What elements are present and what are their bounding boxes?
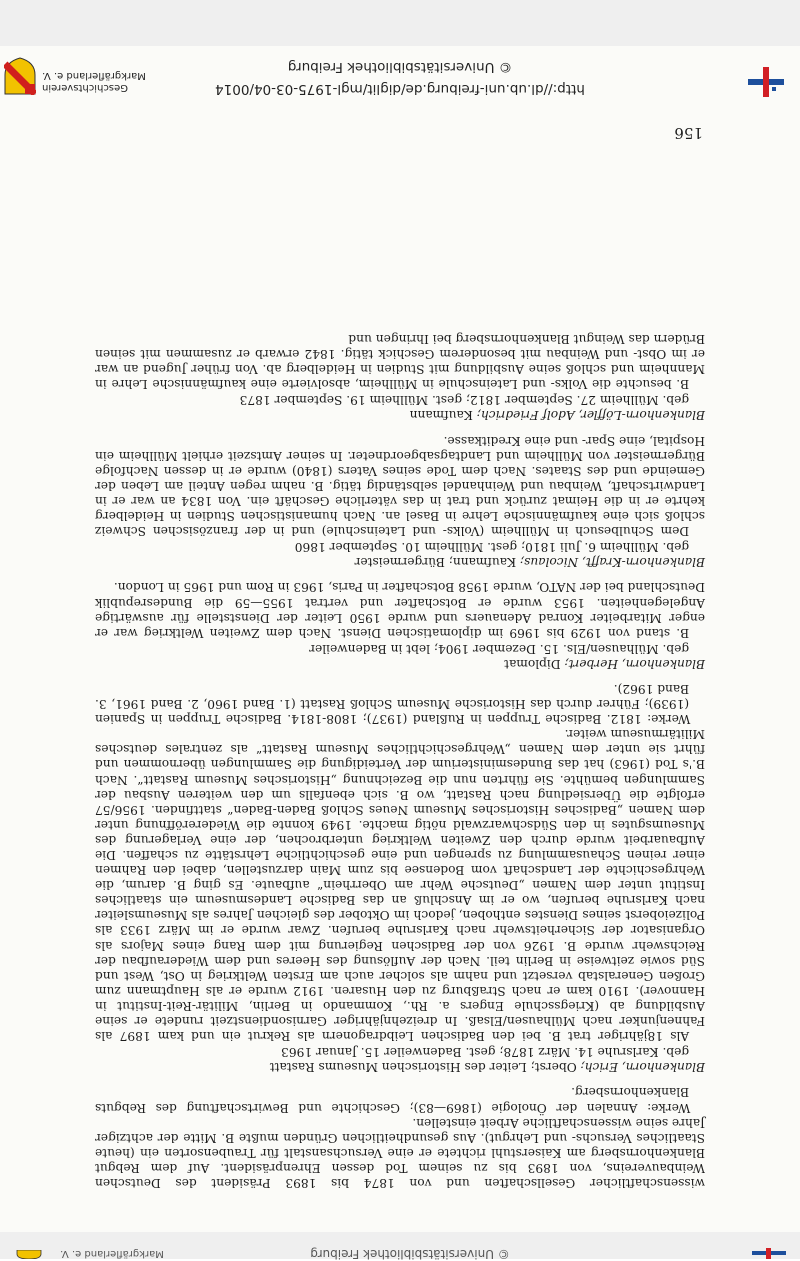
entry-name: Blankenhorn, Erich; bbox=[580, 1060, 705, 1075]
entry-paragraph: B. besuchte die Volks- und Lateinschule in Müllheim, absolvierte eine kaufmännische Lehre in Mannheim und schloß seine Ausbildung mit Studien in Heidelberg ab. Von früher Jugend an war er im Obst- und Weinbau mit besonderem Geschick tätig. 1842 erwarb er zusammen mit seinen Brüdern das Weingut Blankenhornsberg bei Ihringen und bbox=[95, 332, 705, 392]
entry-heading bbox=[95, 1059, 705, 1074]
next-page-society-fragment: Markgräflerland e. V. bbox=[60, 1248, 164, 1259]
entry-heading bbox=[95, 656, 705, 671]
entry-name: Blankenhorn, Herbert; bbox=[564, 656, 705, 671]
entry-paragraph: Dem Schulbesuch in Müllheim (Volks- und Lateinschule) und in der französischen Schweiz schloß sich eine kaufmännische Lehre in Basel an. Nach humanistischen Studien in Heidelberg kehrte er in die Heimat zurück und trat in das väterliche Geschäft ein. Von 1834 an war er in Landwirtschaft, Weinbau und Weinhandel selbständig tätig. B. nahm regen Anteil am Leben der Gemeinde und des Staates. Nach dem Tode seines Vaters (1840) wurde er in dessen Nachfolge Bürgermeister von Müllheim und Landtagsabgeordneter. In seiner Amtszeit erhielt Müllheim ein Hospital, eine Spar- und eine Kreditkasse. bbox=[95, 433, 705, 539]
next-page-crest-icon bbox=[16, 1250, 42, 1259]
viewer-top-bar bbox=[0, 0, 800, 46]
entry-works: Werke: 1812. Badische Truppen in Rußland (1937); 1808-1814. Badische Truppen in Spanien (1939); Führer durch das Historische Museum Schloß Rastatt (1. Band 1960, 2. Band 1961, 3. Band 1962). bbox=[95, 682, 691, 727]
footer-copyright: © Universitätsbibliothek Freiburg bbox=[287, 59, 513, 75]
entry-life-dates: geb. Müllheim 6. Juli 1810; gest. Müllheim 10. September 1860 bbox=[294, 540, 690, 555]
entry-heading bbox=[95, 554, 705, 569]
entry-life-dates: geb. Mülhausen/Els. 15. Dezember 1904; lebt in Badenweiler bbox=[309, 641, 690, 656]
entry-life-dates: geb. Karlsruhe 14. März 1878; gest. Badenweiler 15. Januar 1963 bbox=[281, 1045, 690, 1060]
scanned-page bbox=[0, 46, 800, 1232]
page-number: 156 bbox=[674, 124, 703, 142]
intro-paragraph: wissenschaftlicher Gesellschaften und von 1874 bis 1893 Präsident des Deutschen Weinbauvereins, von 1893 bis zu seinem Tod dessen Ehrenpräsident. Auf dem Rebgut Blankenhornsberg am Kaiserstuhl richtete er eine Versuchsanstalt für Traubensorten ein (heute Staatliches Versuchs- und Lehrgut). Aus gesundheitlichen Gründen mußte B. Mitte der achtziger Jahre seine wissenschaftliche Arbeit einstellen. bbox=[95, 1115, 705, 1190]
entry-life-dates: geb. Müllheim 27. September 1812; gest. Müllheim 19. September 1873 bbox=[239, 393, 690, 408]
entry-paragraph: Als 18jähriger trat B. bei den Badischen Leibdragonern als Rekrut ein und kam 1897 als Fahnenjunker nach Mülhausen/Elsaß. In dreizehnjähriger Garnisondienstzeit rundete er seine Ausbildung ab (Kriegsschule Engers a. Rh., Kommando in Berlin, Militär-Reit-Institut in Hannover). 1910 kam er nach Straßburg zu den Husaren. 1912 wurde er als Hauptmann zum Großen Generalstab versetzt und nahm als solcher auch am Ersten Weltkrieg in Ost, West und Süd sowie zeitweise in Berlin teil. Nach der Auflösung des Heeres und dem Wiederaufbau der Reichswehr wurde B. 1926 von der Badischen Regierung mit dem Rang eines Majors als Organisator der Sicherheitswehr nach Karlsruhe berufen. Zwar wurde er im März 1933 als Polizeioberst seines Dienstes enthoben, jedoch im Oktober des gleichen Jahres als Museumsleiter nach Karlsruhe berufen, wo er im Anschluß an das Badische Landesmuseum ein staatliches Institut unter dem Namen „Deutsche Wehr am Oberrhein“ aufbaute. Es ging B. darum, die Wehrgeschichte der Landschaft vom Bodensee bis zum Main darzustellen, dabei den Rahmen einer reinen Schausammlung zu sprengen und eine geschichtliche Lehrstätte zu schaffen. Die Aufbauarbeit wurde durch den Zweiten Weltkrieg unterbrochen, der eine Verlagerung des Museumsgutes in den Südschwarzwald nötig machte. 1949 konnte die Wiedereröffnung unter dem Namen „Badisches Historisches Museum Neues Schloß Baden-Baden“ stattfinden. 1956/57 erfolgte die Übersiedlung nach Rastatt, wo B. sich ebenfalls um den weiteren Ausbau der Sammlungen bemühte. Sie führten nun die Bezeichnung „Historisches Museum Rastatt“. Nach B.'s Tod (1963) hat das Bundesministerium der Verteidigung die Sammlungen übernommen und führt sie unter dem Namen „Wehrgeschichtliches Museum Rastatt“ als zentrales deutsches Militärmuseum weiter. bbox=[95, 727, 705, 1044]
entry-name: Blankenhorn-Krafft, Nicolaus; bbox=[520, 555, 705, 570]
entry-title: Oberst; Leiter des Historischen Museums Rastatt bbox=[269, 1060, 581, 1075]
society-line-2: Markgräflerland e. V. bbox=[42, 70, 146, 81]
entry-title: Kaufmann bbox=[409, 408, 477, 423]
next-page-ub-logo-icon bbox=[752, 1248, 786, 1259]
next-page-copyright-fragment: © Universitätsbibliothek Freiburg bbox=[310, 1247, 510, 1261]
scan-footer bbox=[0, 46, 800, 97]
footer-url[interactable]: http://dl.ub.uni-freiburg.de/diglit/mgl-1975-03-04/0014 bbox=[215, 81, 585, 97]
coat-of-arms-icon bbox=[4, 57, 36, 95]
entry-heading bbox=[95, 407, 705, 422]
page-text bbox=[95, 331, 705, 1190]
intro-works: Werke: Annalen der Önologie (1869—83); Geschichte und Bewirtschaftung des Rebguts Blankenhornsberg. bbox=[95, 1085, 691, 1115]
entry-title: Kaufmann; Bürgermeister bbox=[354, 555, 521, 570]
entry-paragraph: B. stand von 1929 bis 1969 im diplomatischen Dienst. Nach dem Zweiten Weltkrieg war er enger Mitarbeiter Konrad Adenauers und wurde 1950 Leiter der Dienststelle für auswärtige Angelegenheiten. 1953 wurde er Botschafter und vertrat 1955—59 die Bundesrepublik Deutschland bei der NATO, wurde 1958 Botschafter in Paris, 1963 in Rom und 1965 in London. bbox=[95, 580, 705, 640]
society-line-1: Geschichtsverein bbox=[42, 82, 128, 93]
entry-name: Blankenhorn-Löffler, Adolf Friedrich; bbox=[476, 408, 705, 423]
entry-title: Diplomat bbox=[504, 656, 565, 671]
footer-society bbox=[42, 69, 152, 93]
